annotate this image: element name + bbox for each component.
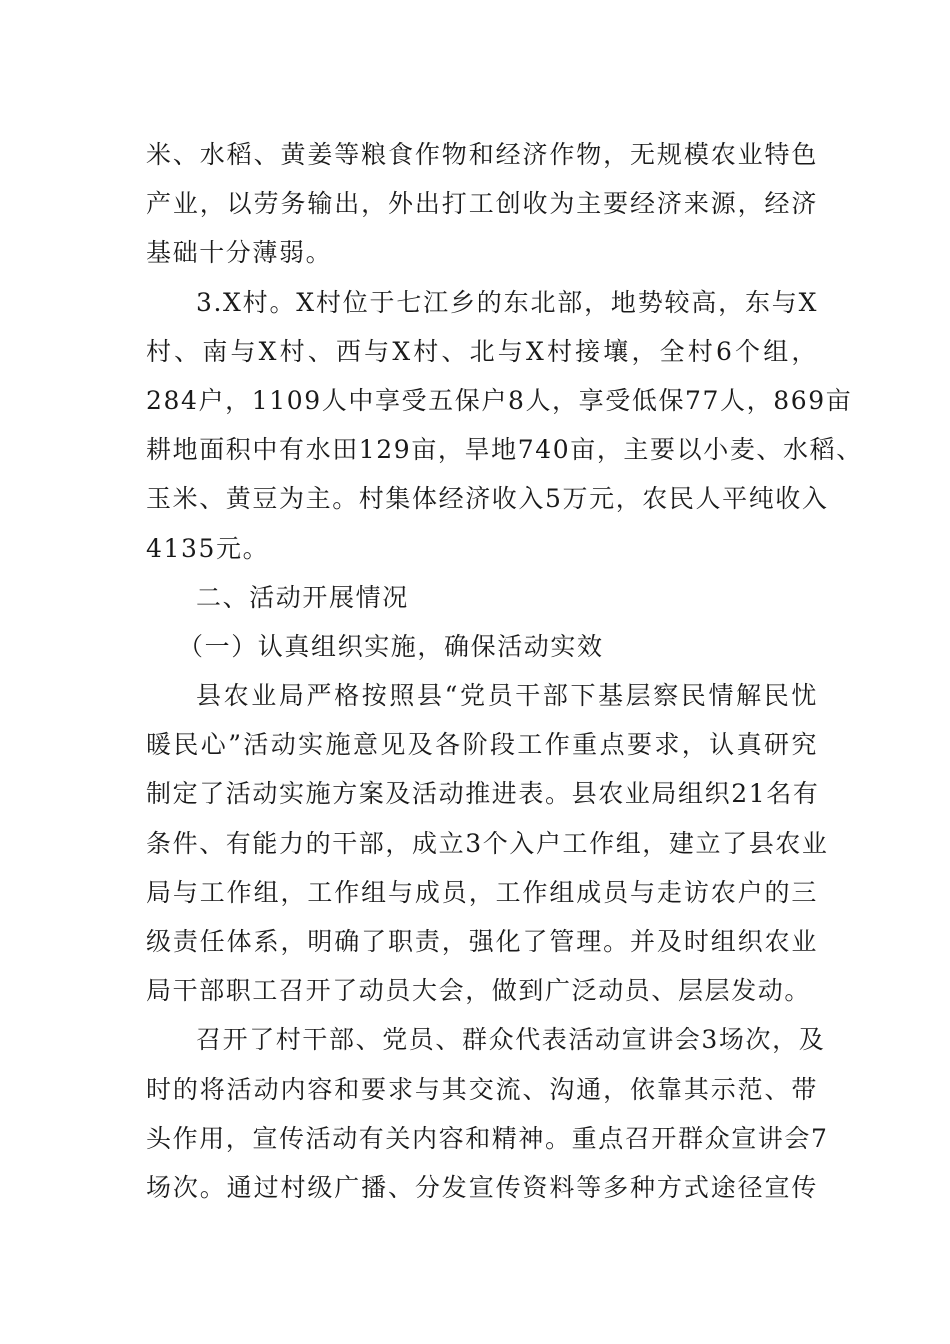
paragraph-line: 米、水稻、黄姜等粮食作物和经济作物，无规模农业特色 [146,140,818,169]
subsection-heading: （一）认真组织实施，确保活动实效 [178,631,604,661]
section-heading: 二、活动开展情况 [196,582,409,612]
paragraph-line: 产业，以劳务输出，外出打工创收为主要经济来源，经济 [146,189,818,219]
paragraph-line: 时的将活动内容和要求与其交流、沟通，依靠其示范、带 [146,1074,818,1104]
paragraph-line: 头作用，宣传活动有关内容和精神。重点召开群众宣讲会7 [146,1123,829,1153]
paragraph-line: 284户，1109人中享受五保户8人，享受低保77人，869亩 [146,385,853,415]
paragraph-line: 4135元。 [146,533,270,563]
paragraph-line: 玉米、黄豆为主。村集体经济收入5万元，农民人平纯收入 [146,484,829,514]
paragraph-line: 场次。通过村级广播、分发宣传资料等多种方式途径宣传 [146,1172,818,1202]
paragraph-line: 局干部职工召开了动员大会，做到广泛动员、层层发动。 [146,976,812,1006]
paragraph-line: 召开了村干部、党员、群众代表活动宣讲会3场次，及 [196,1025,826,1055]
paragraph-line: 县农业局严格按照县“党员干部下基层察民情解民忧 [196,681,818,711]
paragraph-line: 3.X村。X村位于七江乡的东北部，地势较高，东与X [196,287,818,317]
paragraph-line: 村、南与X村、西与X村、北与X村接壤，全村6个组， [146,336,818,366]
paragraph-line: 局与工作组，工作组与成员，工作组成员与走访农户的三 [146,877,818,907]
paragraph-line: 暖民心”活动实施意见及各阶段工作重点要求，认真研究 [146,730,818,760]
document-body [146,130,863,1212]
paragraph-line: 制定了活动实施方案及活动推进表。县农业局组织21名有 [146,779,820,809]
paragraph-line: 条件、有能力的干部，成立3个入户工作组，建立了县农业 [146,828,829,858]
paragraph-line: 基础十分薄弱。 [146,238,333,268]
paragraph-line: 耕地面积中有水田129亩，旱地740亩，主要以小麦、水稻、 [146,435,863,465]
paragraph-line: 级责任体系，明确了职责，强化了管理。并及时组织农业 [146,927,818,956]
